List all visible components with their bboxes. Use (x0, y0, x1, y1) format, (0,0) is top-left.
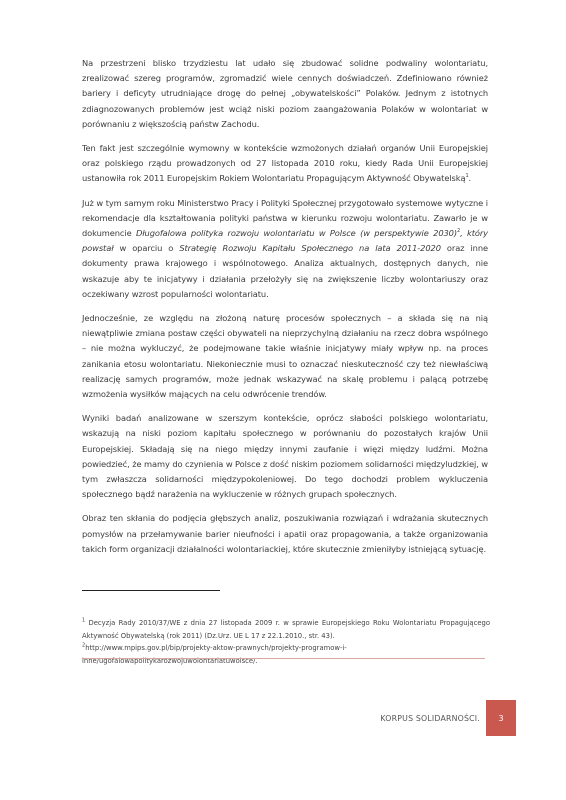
paragraph-1: Na przestrzeni blisko trzydziestu lat udało się zbudować solidne podwaliny wolontariatu, zrealizować szereg programów, zgromadzić wiele cennych doświadczeń. Zdefiniowano również bariery i deficyty utrudniające drogę do pełnej „obywatelskości” Polaków. Jednym z istotnych zdiagnozowanych problemów jest wciąż niski poziom zaangażowania Polaków w wolontariat w porównaniu z większością państw Zachodu. (82, 58, 488, 129)
paragraph-2 (82, 141, 488, 187)
footnote-ref-2[interactable]: 2 (457, 228, 461, 235)
document-title-italic: Długofalowa polityka rozwoju wolontariatu w Polsce (w perspektywie 2030) (135, 228, 457, 239)
paragraph-2-end: . (468, 173, 472, 184)
paragraph-5: Wyniki badań analizowane w szerszym kontekście, oprócz słabości polskiego wolontariatu, wskazują na niski poziom kapitału społecznego w porównaniu do pozostałych krajów Unii Europejskiej. Składają się na niego między innymi zaufanie i więzi między ludźmi. Można powiedzieć, że mamy do czynienia w Polsce z dość niskim poziomem solidarności międzyludzkiej, w tym zwłaszcza solidarności międzypokoleniowej. Do tego dochodzi problem wykluczenia społecznego bądź narażenia na wykluczenie w różnych grupach społecznych. (82, 413, 488, 500)
footnote-2-mark: 2 (82, 642, 86, 649)
paragraph-3-text-c: oraz inne dokumenty prawa krajowego i wspólnotowego. Analiza aktualnych, dostępnych danych, nie wskazuje aby te inicjatywy i działania przełożyły się na zwiększenie liczby wolontariuszy oraz oczekiwany wzrost popularności wolontariatu. (82, 243, 488, 299)
paragraph-3-text-a: Już w tym samym roku Ministerstwo Pracy i Polityki Społecznej przygotowało systemowe wytyczne i rekomendacje dla kształtowania polityki państwa w kierunku rozwoju wolontariatu. Zawarło je w dokumencie (82, 197, 488, 239)
footnote-1 (82, 617, 490, 642)
paragraph-3-text-b: w oparciu o (113, 243, 180, 254)
footnote-2-link[interactable]: http://www.mpips.gov.pl/bip/projekty-aktow-prawnych/projekty-programow-i-inne/ugofalowapolitykarozwojuwolontariatuwolsce/. (82, 644, 347, 665)
footer-divider (82, 658, 485, 659)
body-text (82, 56, 488, 566)
footnote-ref-1[interactable]: 1 (465, 173, 469, 180)
strategy-title-italic: Strategię Rozwoju Kapitału Społecznego na lata 2011-2020 (179, 243, 441, 254)
paragraph-2-text: Ten fakt jest szczególnie wymowny w kontekście wzmożonych działań organów Unii Europejskiej oraz polskiego rządu prowadzonych od 27 listopada 2010 roku, kiedy Rada Unii Europejskiej ustanowiła rok 2011 Europejskim Rokiem Wolontariatu Propagującym Aktywność Obywatelską (82, 143, 488, 184)
footnote-1-text: Decyzja Rady 2010/37/WE z dnia 27 listopada 2009 r. w sprawie Europejskiego Roku Wolontariatu Propagującego Aktywność Obywatelską (rok 2011) (Dz.Urz. UE L 17 z 22.1.2010., str. 43). (82, 619, 490, 640)
paragraph-3 (82, 196, 488, 302)
paragraph-3-italic-clause: , który powstał (82, 228, 488, 254)
footnote-divider (82, 590, 220, 591)
page-number-badge: 3 (486, 700, 516, 736)
footnote-1-mark: 1 (82, 617, 86, 624)
footer-publication-label: KORPUS SOLIDARNOŚCI. (380, 714, 480, 723)
footnotes (82, 617, 490, 667)
paragraph-4: Jednocześnie, ze względu na złożoną naturę procesów społecznych – a składa się na nią niewątpliwie zmiana postaw części obywateli na nieprzychylną działaniu na rzecz dobra wspólnego – nie można wykluczyć, że podejmowane takie właśnie inicjatywy miały wpływ np. na proces zanikania etosu wolontariatu. Niekoniecznie musi to oznaczać nieskuteczność czy też niewłaściwą realizację samych programów, może jednak wskazywać na skalę problemu i palącą potrzebę wzmożenia wysiłków mających na celu odwrócenie trendów. (82, 313, 488, 400)
paragraph-6: Obraz ten skłania do podjęcia głębszych analiz, poszukiwania rozwiązań i wdrażania skutecznych pomysłów na przełamywanie barier nieufności i apatii oraz propagowania, a także organizowania takich form organizacji działalności wolontariackiej, które skutecznie zmieniłyby istniejącą sytuację. (82, 513, 488, 554)
footnote-2 (82, 642, 490, 667)
